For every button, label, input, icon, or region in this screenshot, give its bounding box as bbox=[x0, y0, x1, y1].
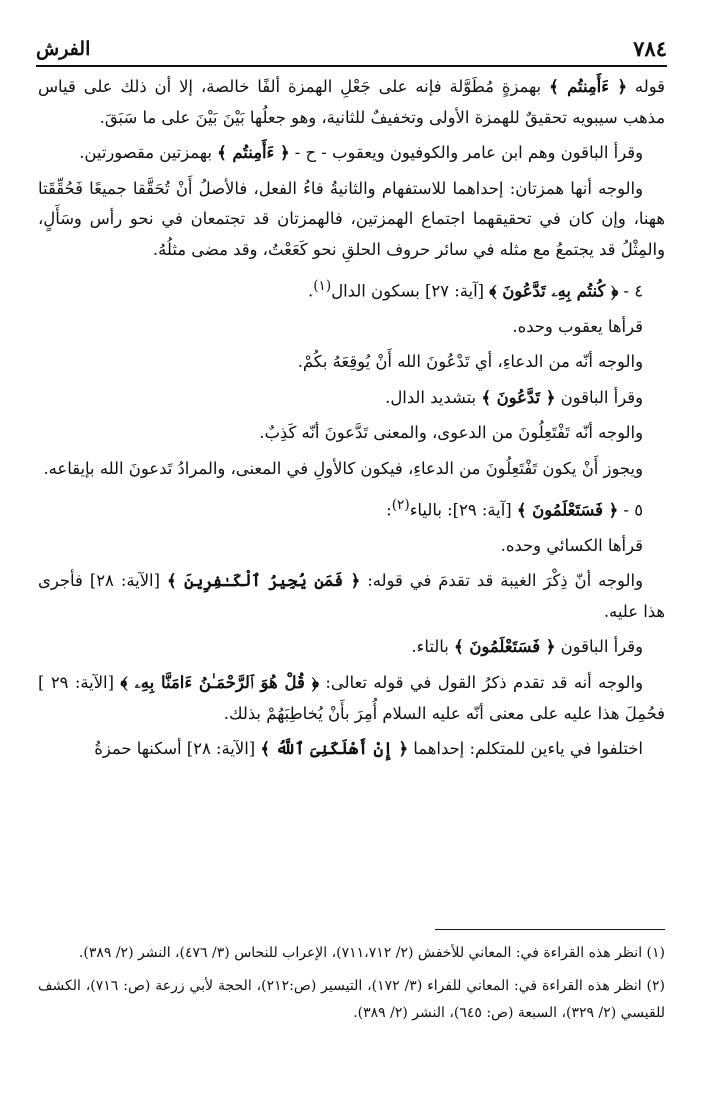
paragraph bbox=[38, 632, 665, 663]
item-heading-5 bbox=[38, 490, 665, 526]
text-span: وقرأ الباقون bbox=[555, 387, 643, 407]
text-span: [الآية: ٢٨] فأجرى هذا عليه. bbox=[38, 571, 665, 621]
paragraph bbox=[38, 668, 665, 729]
quran-quote: ﴿ فَسَتَعْلَمُونَ ﴾ bbox=[516, 500, 619, 520]
quran-quote: ﴿ فَسَتَعْلَمُونَ ﴾ bbox=[454, 637, 556, 657]
running-title: الفرش bbox=[36, 38, 91, 60]
quran-quote: ﴿ كُنتُم بِهِۦ تَدَّعُونَ ﴾ bbox=[489, 281, 619, 301]
footnotes bbox=[38, 940, 665, 1033]
text-span: [آية: ٢٩]: بالياء bbox=[409, 500, 517, 520]
item-number: ٤ - bbox=[618, 281, 643, 301]
paragraph bbox=[38, 383, 665, 414]
footnote-1: (١) انظر هذه القراءة في: المعاني للأخفش (٢/ ٧١١،٧١٢)، الإعراب للنحاس (٣/ ٤٧٦)، النشر (٢/ ٣٨٩). bbox=[78, 945, 665, 961]
footnote-ref[interactable]: (١) bbox=[313, 277, 332, 294]
text-span: والوجه أنّ ذِكْرَ الغيبة قد تقدمَ في قوله: bbox=[360, 571, 643, 591]
paragraph: والوجه أنّه تَفْتَعِلُونَ من الدعوى، والمعنى تَدَّعونَ أنّه كَذِبٌ. bbox=[259, 423, 643, 443]
paragraph bbox=[38, 72, 665, 133]
text-span: . bbox=[307, 281, 314, 301]
footnote-ref[interactable]: (٢) bbox=[391, 496, 410, 513]
text-span: [آية: ٢٧] بسكون الدال bbox=[331, 281, 490, 301]
text-span: بتشديد الدال. bbox=[385, 387, 482, 407]
footnote-rule bbox=[435, 929, 665, 930]
quran-quote: ﴿ ءَأَمِنتُم ﴾ bbox=[217, 143, 290, 163]
quran-quote: ﴿ فَمَن يُجِيرُ ٱلْكَـٰفِرِينَ ﴾ bbox=[166, 571, 361, 591]
paragraph bbox=[38, 734, 665, 765]
quran-quote: ﴿ ءَأَمِنتُم ﴾ bbox=[549, 77, 627, 96]
text-span: بهمزةٍ مُطَوَّلة فإنه على جَعْلِ الهمزة ألفًا خالصة، إلا أن ذلك على قياس مذهب سيبويه تحقيقٌ للهمزة الأولى وتخفيفٌ للثانية، وهو جعلُها بَيْنَ بَيْنَ على ما سَبَقَ. bbox=[38, 77, 665, 127]
text-span: وقرأ الباقون bbox=[555, 637, 643, 657]
quran-quote: ﴿ إِنْ أَهْلَكَنِىَ ٱللَّهُ ﴾ bbox=[260, 739, 409, 759]
quran-quote: ﴿ تَدَّعُونَ ﴾ bbox=[481, 387, 556, 407]
item-number: ٥ - bbox=[618, 500, 643, 520]
paragraph bbox=[38, 566, 665, 627]
text-span: [الآية: ٢٨] أسكنها حمزةُ bbox=[94, 739, 261, 759]
paragraph: قرأها يعقوب وحده. bbox=[512, 316, 643, 336]
text-span: : bbox=[386, 500, 392, 520]
text-span: قوله bbox=[626, 77, 666, 96]
paragraph: قرأها الكسائي وحده. bbox=[500, 535, 643, 555]
item-heading-4 bbox=[38, 271, 665, 307]
paragraph: والوجه أنها همزتان: إحداهما للاستفهام والثانيةُ فاءُ الفعل، فالأصلُ أَنْ تُحَقَّقا جميعًا فَحُقِّقَتا ههنا، وإن كان في تحقيقهما اجتماع الهمزتين، فالهمزتان قد تجتمعان في نحو رأس وسَأَلٍ، والمِثْلُ قد يجتمعُ مع مثله في سائر حروف الحلقِ نحو كَعَعْتُ، وقد مضى مثلُهُ. bbox=[38, 178, 665, 259]
text-span: [الآية: ٢٩ ] فحُمِلَ هذا عليه على معنى أنّه عليه السلام أُمِرَ بأَنْ يُخاطِبَهُمْ بذلك. bbox=[38, 673, 665, 723]
footnote-2: (٢) انظر هذه القراءة في: المعاني للفراء (٣/ ١٧٢)، التيسير (ص:٢١٢)، الحجة لأبي زرعة (ص: ٧١٦)، الكشف للقيسي (٢/ ٣٢٩)، السبعة (ص: ٦٤٥)، النشر (٢/ ٣٨٩). bbox=[38, 978, 665, 1021]
paragraph bbox=[38, 138, 665, 169]
text-span: والوجه أنه قد تقدم ذكرُ القول في قوله تعالى: bbox=[318, 673, 643, 693]
header-rule bbox=[36, 65, 667, 67]
page-header bbox=[36, 36, 667, 66]
quran-quote: ﴿ قُلْ هُوَ ٱلرَّحْمَـٰنُ ءَامَنَّا بِهِۦ ﴾ bbox=[120, 673, 319, 693]
page-number: ٧٨٤ bbox=[633, 36, 667, 61]
text-span: وقرأ الباقون وهم ابن عامر والكوفيون ويعقوب - ح - bbox=[289, 143, 643, 163]
text-span: بالتاء. bbox=[411, 637, 455, 657]
text-span: بهمزتين مقصورتين. bbox=[79, 143, 218, 163]
paragraph: ويجوز أَنْ يكون تَفْتَعِلُونَ من الدعاءِ، فيكون كالأولِ في المعنى، والمرادُ تَدعونَ الله بإيقاعه. bbox=[43, 459, 643, 478]
paragraph: والوجه أنّه من الدعاءِ، أي تَدْعُونَ الله أَنْ يُوقِعَهُ بكُمْ. bbox=[297, 352, 643, 372]
main-text bbox=[38, 72, 665, 765]
text-span: اختلفوا في ياءين للمتكلم: إحداهما bbox=[408, 739, 643, 759]
